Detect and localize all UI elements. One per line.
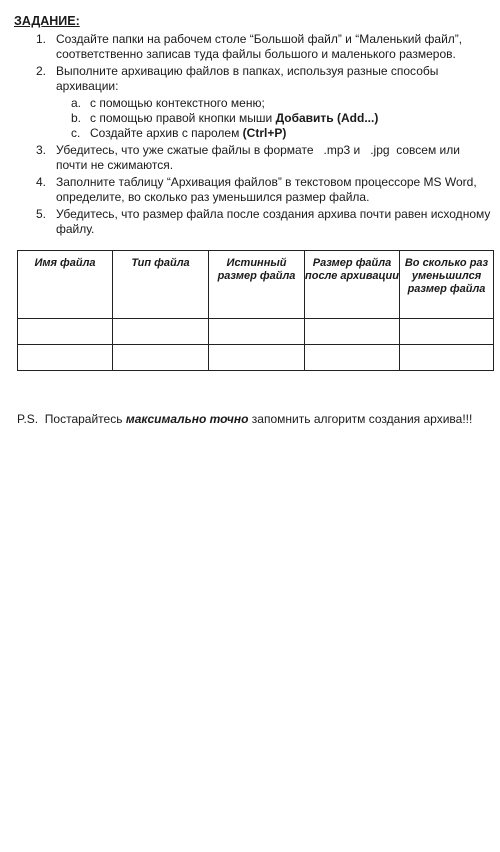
subtask-text: с помощью контекстного меню; (90, 96, 265, 110)
task-list (14, 32, 494, 239)
table-header-row (18, 251, 494, 319)
task-text: Заполните таблицу “Архивация файлов” в текстовом процессоре MS Word, определите, во сколько раз уменьшился размер файла. (56, 175, 477, 204)
task-item (14, 143, 494, 173)
task-number: 4. (36, 175, 47, 189)
subtask-text: Создайте архив с паролем (90, 126, 243, 140)
subtask-bold-text: (Ctrl+P) (242, 126, 287, 140)
table-row (18, 345, 494, 371)
archive-table (17, 250, 494, 371)
table-cell[interactable] (18, 345, 113, 371)
column-header: Имя файла (18, 251, 113, 319)
table-row (18, 319, 494, 345)
task-item (14, 207, 494, 237)
subtask-letter: a. (71, 96, 82, 110)
ps-prefix: P.S. Постарайтесь (17, 412, 126, 426)
task-item (14, 64, 494, 94)
table-cell[interactable] (305, 345, 400, 371)
subtask-item (14, 126, 494, 141)
ps-emphasis: максимально точно (125, 412, 249, 426)
subtask-text: с помощью правой кнопки мыши (90, 111, 276, 125)
subtask-item (14, 111, 494, 126)
task-text: Выполните архивацию файлов в папках, используя разные способы архивации: (56, 64, 439, 93)
subtask-item (14, 96, 494, 111)
task-text: Создайте папки на рабочем столе “Большой файл” и “Маленький файл”, соответственно записав туда файлы большого и маленького размеров. (56, 32, 463, 61)
task-item (14, 175, 494, 205)
column-header: Во сколько раз уменьшился размер файла (400, 251, 494, 319)
task-number: 2. (36, 64, 47, 78)
column-header: Размер файла после архивации (305, 251, 400, 319)
table-cell[interactable] (400, 345, 494, 371)
assignment-heading: ЗАДАНИЕ: (14, 14, 80, 28)
task-text: Убедитесь, что уже сжатые файлы в формате .mp3 и .jpg совсем или почти не сжимаются. (56, 143, 464, 172)
table-cell[interactable] (305, 319, 400, 345)
table-cell[interactable] (113, 345, 209, 371)
table-cell[interactable] (113, 319, 209, 345)
task-number: 3. (36, 143, 47, 157)
subtask-letter: b. (71, 111, 82, 125)
task-text: Убедитесь, что размер файла после создания архива почти равен исходному файлу. (56, 207, 491, 236)
subtask-bold-text: Добавить (Add...) (275, 111, 379, 125)
table-cell[interactable] (18, 319, 113, 345)
ps-suffix: запомнить алгоритм создания архива!!! (248, 412, 473, 426)
table-cell[interactable] (209, 345, 305, 371)
column-header: Истинный размер файла (209, 251, 305, 319)
task-number: 1. (36, 32, 47, 46)
subtask-letter: c. (71, 126, 81, 140)
table-cell[interactable] (209, 319, 305, 345)
task-number: 5. (36, 207, 47, 221)
column-header: Тип файла (113, 251, 209, 319)
task-item (14, 32, 494, 62)
table-cell[interactable] (400, 319, 494, 345)
postscript-note (17, 412, 472, 426)
